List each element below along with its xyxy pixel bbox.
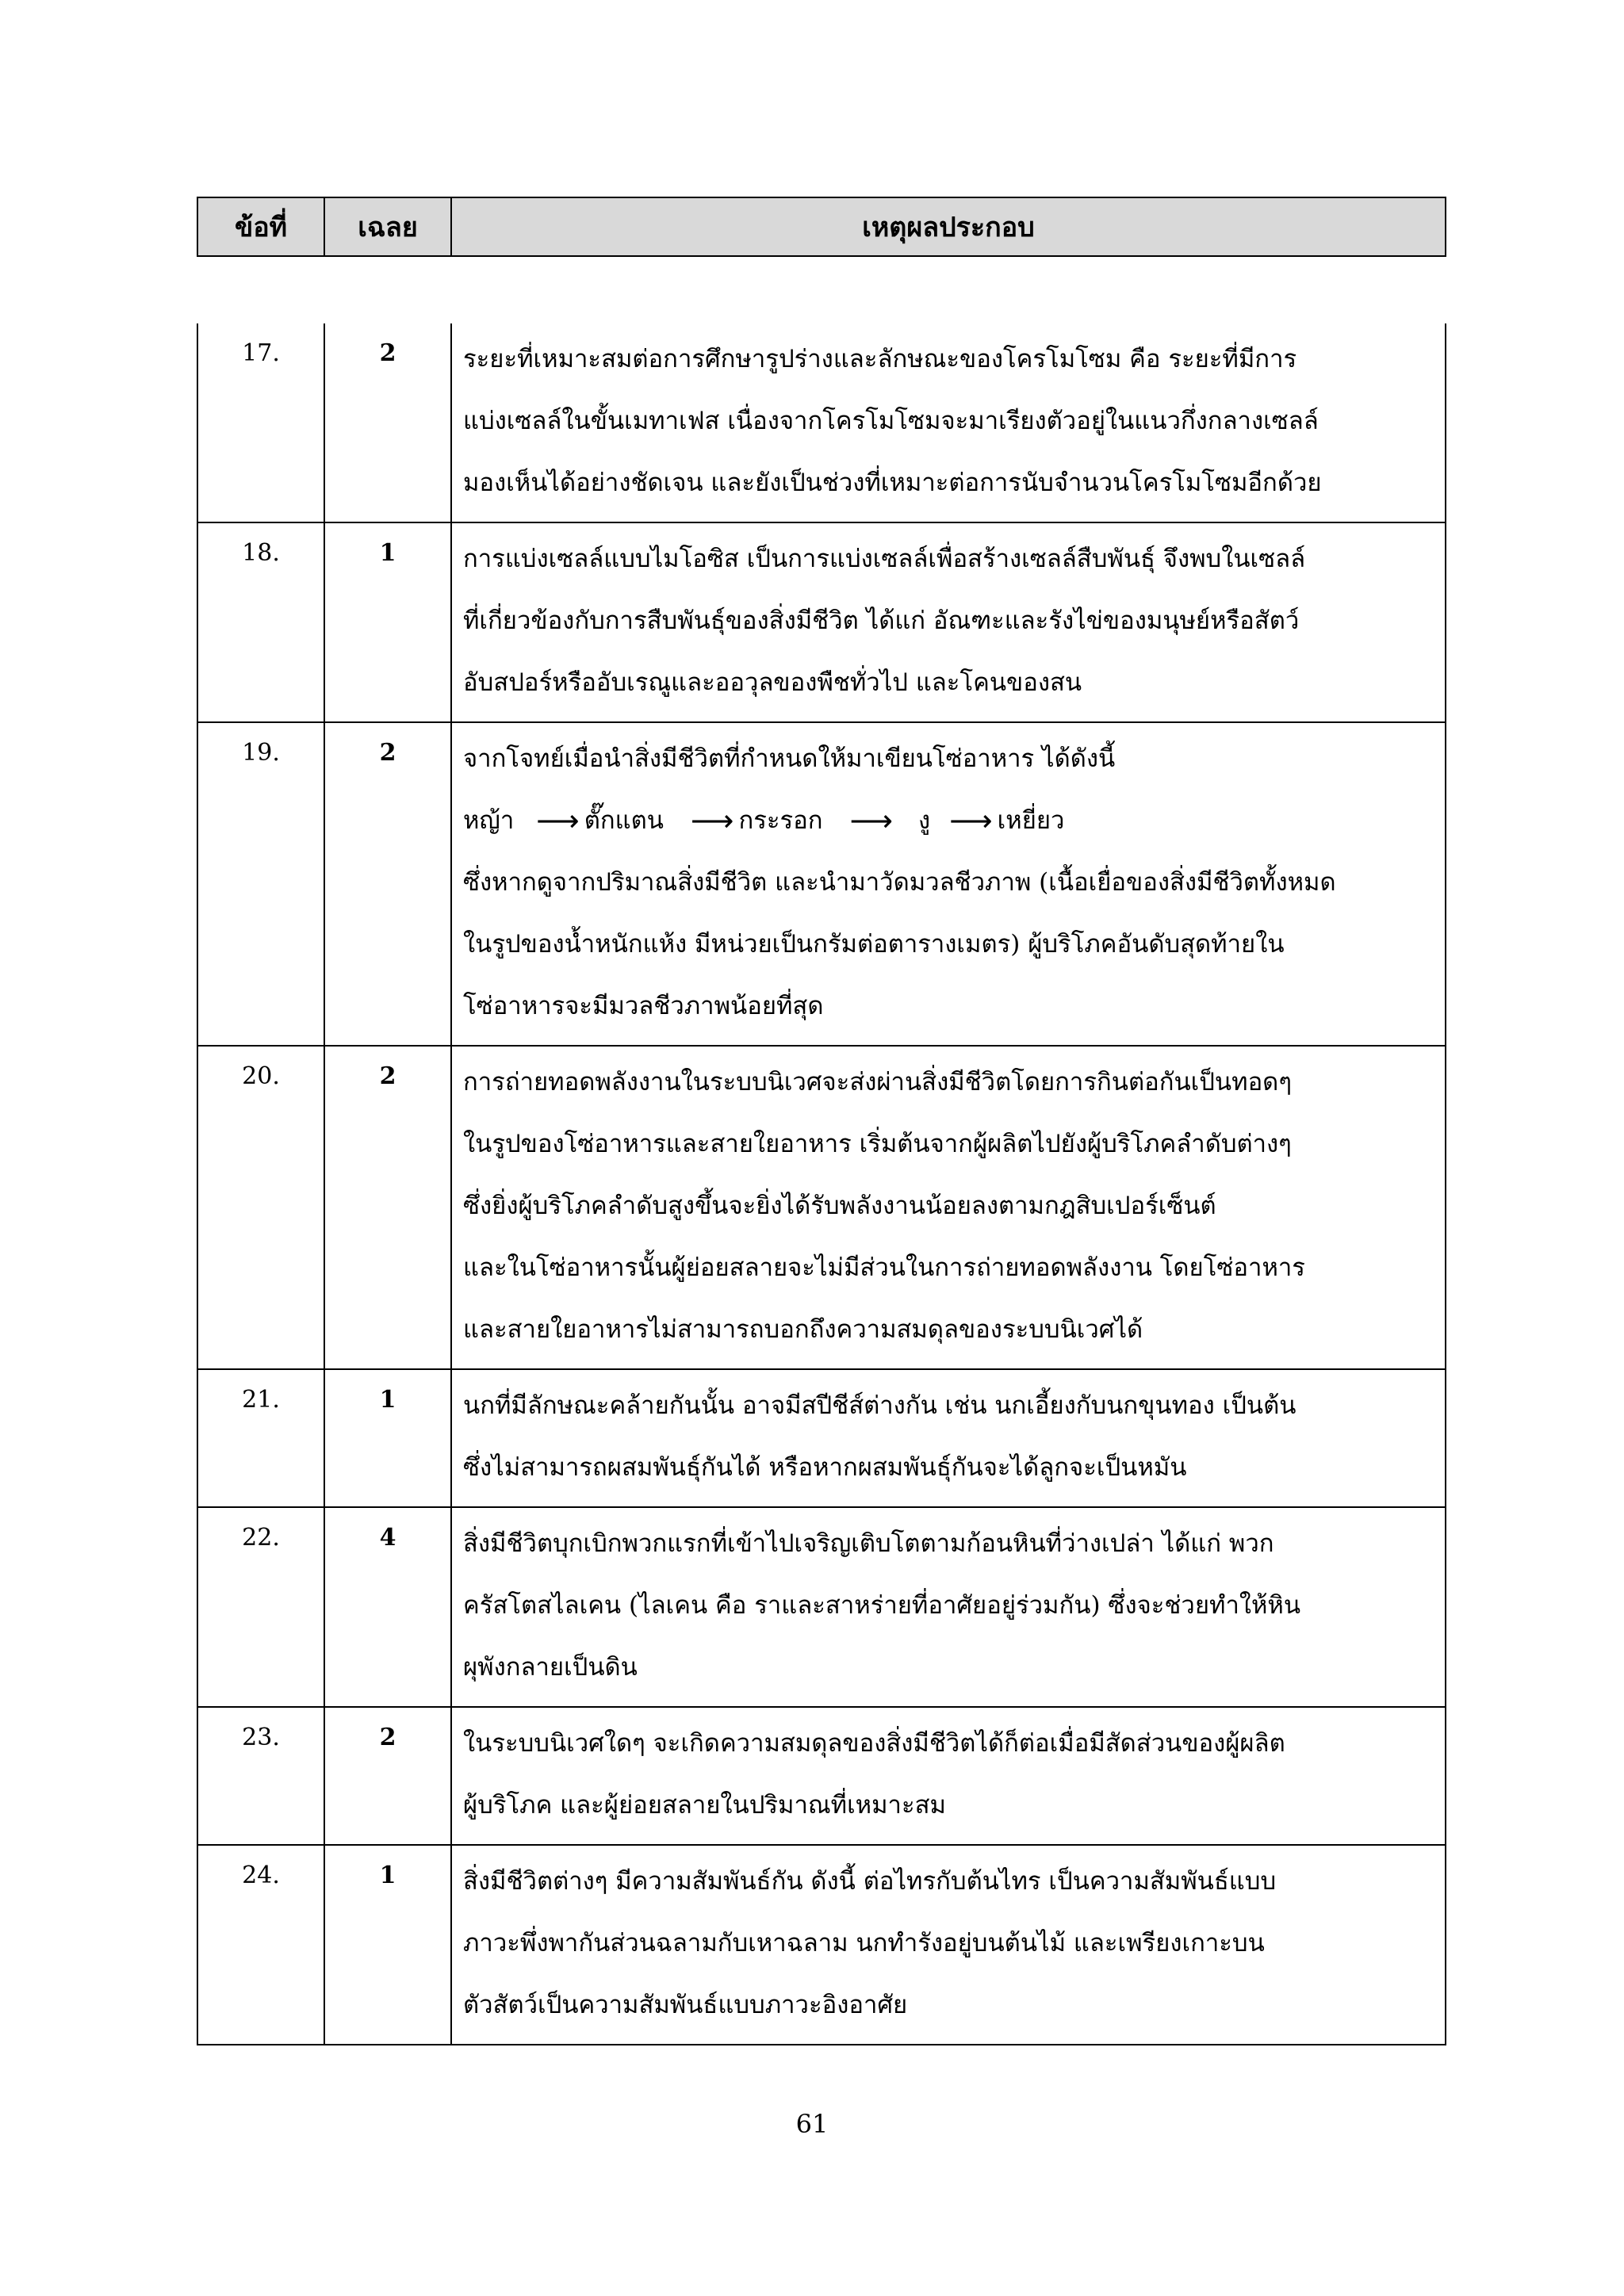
row-answer: 1 — [325, 523, 452, 721]
food-chain-organism: กระรอก — [738, 806, 823, 835]
row-reason — [452, 523, 1445, 721]
row-number: 18. — [198, 523, 325, 721]
row-answer: 2 — [325, 1708, 452, 1844]
reason-line: จากโจทย์เมื่อนำสิ่งมีชีวิตที่กำหนดให้มาเขียนโซ่อาหาร ได้ดังนี้ — [463, 744, 1116, 773]
food-chain-organism: หญ้า — [463, 806, 515, 835]
food-chain-organism: เหยี่ยว — [997, 806, 1065, 835]
page-number: 61 — [795, 2109, 829, 2139]
table-row — [198, 1506, 1445, 1706]
reason-line: และสายใยอาหารไม่สามารถบอกถึงความสมดุลของระบบนิเวศได้ — [463, 1315, 1143, 1344]
header-col-number: ข้อที่ — [198, 198, 325, 255]
reason-line: ซึ่งยิ่งผู้บริโภคลำดับสูงขึ้นจะยิ่งได้รับพลังงานน้อยลงตามกฎสิบเปอร์เซ็นต์ — [463, 1192, 1216, 1220]
row-number: 24. — [198, 1846, 325, 2044]
reason-line: ในรูปของโซ่อาหารและสายใยอาหาร เริ่มต้นจากผู้ผลิตไปยังผู้บริโภคลำดับต่างๆ — [463, 1130, 1292, 1158]
table-row — [198, 522, 1445, 721]
reason-line: สิ่งมีชีวิตบุกเบิกพวกแรกที่เข้าไปเจริญเติบโตตามก้อนหินที่ว่างเปล่า ได้แก่ พวก — [463, 1529, 1274, 1558]
row-reason — [452, 1846, 1445, 2044]
row-reason — [452, 723, 1445, 1045]
header-col-reason: เหตุผลประกอบ — [862, 212, 1035, 243]
row-reason — [452, 1370, 1445, 1506]
arrow-right-icon: ⟶ — [949, 803, 993, 838]
arrow-right-icon: ⟶ — [849, 803, 894, 838]
reason-line: ผุพังกลายเป็นดิน — [463, 1653, 638, 1682]
table-row — [198, 721, 1445, 1045]
row-number: 17. — [198, 323, 325, 522]
reason-line: การถ่ายทอดพลังงานในระบบนิเวศจะส่งผ่านสิ่งมีชีวิตโดยการกินต่อกันเป็นทอดๆ — [463, 1068, 1292, 1096]
table-row — [198, 1045, 1445, 1368]
reason-line: ระยะที่เหมาะสมต่อการศึกษารูปร่างและลักษณะของโครโมโซม คือ ระยะที่มีการ — [463, 345, 1297, 373]
table-header — [197, 197, 1446, 257]
answer-table — [197, 323, 1446, 2045]
row-answer: 1 — [325, 1846, 452, 2044]
reason-line: สิ่งมีชีวิตต่างๆ มีความสัมพันธ์กัน ดังนี้ ต่อไทรกับต้นไทร เป็นความสัมพันธ์แบบ — [463, 1867, 1277, 1896]
row-answer: 4 — [325, 1508, 452, 1706]
food-chain-organism: งู — [918, 806, 931, 835]
row-number: 23. — [198, 1708, 325, 1844]
reason-line: ซึ่งหากดูจากปริมาณสิ่งมีชีวิต และนำมาวัดมวลชีวภาพ (เนื้อเยื่อของสิ่งมีชีวิตทั้งหมด — [463, 868, 1336, 897]
reason-line: และในโซ่อาหารนั้นผู้ย่อยสลายจะไม่มีส่วนในการถ่ายทอดพลังงาน โดยโซ่อาหาร — [463, 1253, 1305, 1282]
row-answer: 1 — [325, 1370, 452, 1506]
reason-line: อับสปอร์หรืออับเรณูและออวุลของพืชทั่วไป และโคนของสน — [463, 668, 1082, 697]
arrow-right-icon: ⟶ — [690, 803, 734, 838]
row-number: 21. — [198, 1370, 325, 1506]
row-reason — [452, 1047, 1445, 1368]
table-row — [198, 1706, 1445, 1844]
row-answer: 2 — [325, 1047, 452, 1368]
table-row — [198, 1844, 1445, 2044]
reason-line: โซ่อาหารจะมีมวลชีวภาพน้อยที่สุด — [463, 992, 824, 1020]
reason-line: ซึ่งไม่สามารถผสมพันธุ์กันได้ หรือหากผสมพันธุ์กันจะได้ลูกจะเป็นหมัน — [463, 1453, 1187, 1482]
reason-line: ภาวะพึ่งพากันส่วนฉลามกับเหาฉลาม นกทำรังอยู่บนต้นไม้ และเพรียงเกาะบน — [463, 1929, 1265, 1957]
food-chain-organism: ตั๊กแตน — [584, 806, 664, 835]
reason-line: การแบ่งเซลล์แบบไมโอซิส เป็นการแบ่งเซลล์เพื่อสร้างเซลล์สืบพันธุ์ จึงพบในเซลล์ — [463, 545, 1306, 573]
row-number: 22. — [198, 1508, 325, 1706]
reason-line: มองเห็นได้อย่างชัดเจน และยังเป็นช่วงที่เหมาะต่อการนับจำนวนโครโมโซมอีกด้วย — [463, 469, 1322, 497]
header-col-answer: เฉลย — [325, 198, 452, 255]
row-reason — [452, 1508, 1445, 1706]
reason-line: นกที่มีลักษณะคล้ายกันนั้น อาจมีสปีชีส์ต่างกัน เช่น นกเอี้ยงกับนกขุนทอง เป็นต้น — [463, 1391, 1297, 1420]
reason-line: แบ่งเซลล์ในขั้นเมทาเฟส เนื่องจากโครโมโซมจะมาเรียงตัวอยู่ในแนวกึ่งกลางเซลล์ — [463, 407, 1319, 435]
row-reason — [452, 323, 1445, 522]
reason-line: ในรูปของน้ำหนักแห้ง มีหน่วยเป็นกรัมต่อตารางเมตร) ผู้บริโภคอันดับสุดท้ายใน — [463, 930, 1285, 959]
reason-line: ตัวสัตว์เป็นความสัมพันธ์แบบภาวะอิงอาศัย — [463, 1991, 908, 2019]
food-chain — [463, 790, 1437, 851]
arrow-right-icon: ⟶ — [536, 803, 580, 838]
row-answer: 2 — [325, 723, 452, 1045]
reason-line: ในระบบนิเวศใดๆ จะเกิดความสมดุลของสิ่งมีชีวิตได้ก็ต่อเมื่อมีสัดส่วนของผู้ผลิต — [463, 1729, 1285, 1758]
row-number: 19. — [198, 723, 325, 1045]
reason-line: ที่เกี่ยวข้องกับการสืบพันธุ์ของสิ่งมีชีวิต ได้แก่ อัณฑะและรังไข่ของมนุษย์หรือสัตว์ — [463, 607, 1300, 635]
row-reason — [452, 1708, 1445, 1844]
table-row — [198, 1368, 1445, 1506]
reason-line: ผู้บริโภค และผู้ย่อยสลายในปริมาณที่เหมาะสม — [463, 1791, 946, 1820]
reason-line: ครัสโตสไลเคน (ไลเคน คือ ราและสาหร่ายที่อาศัยอยู่ร่วมกัน) ซึ่งจะช่วยทำให้หิน — [463, 1591, 1301, 1620]
row-number: 20. — [198, 1047, 325, 1368]
row-answer: 2 — [325, 323, 452, 522]
table-row — [198, 323, 1445, 522]
